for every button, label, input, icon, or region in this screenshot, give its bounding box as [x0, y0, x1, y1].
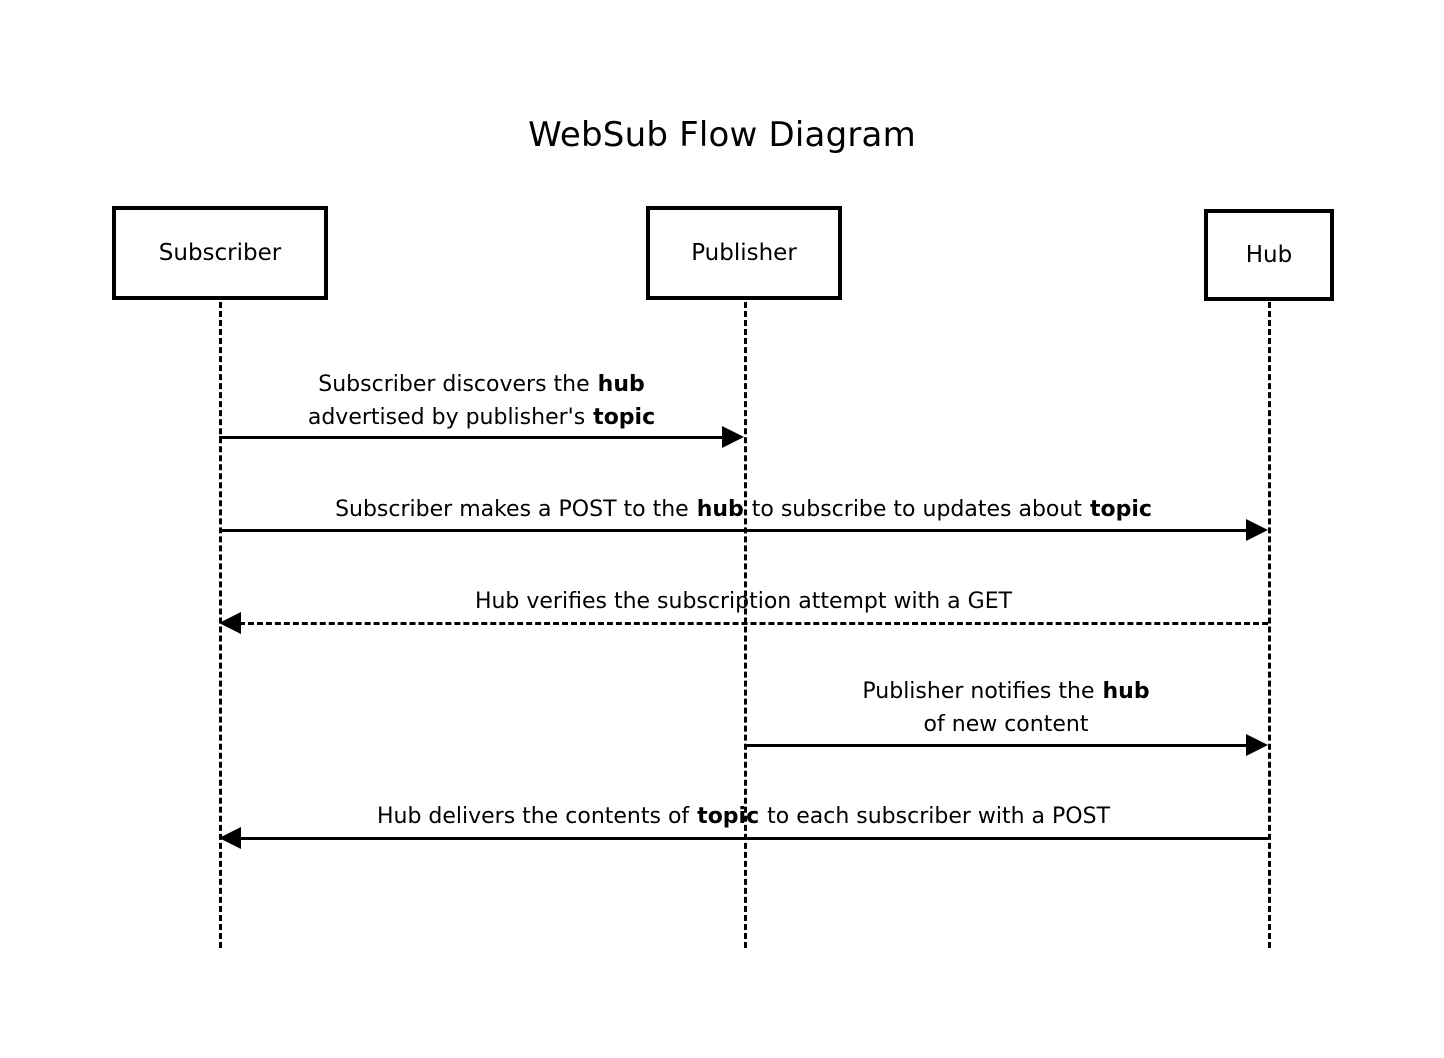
message-m1-line2-pre: advertised by publisher's [307, 405, 586, 430]
actor-label-subscriber: Subscriber [158, 240, 282, 266]
actor-box-publisher [646, 206, 842, 300]
diagram-title: WebSub Flow Diagram [528, 115, 916, 155]
message-m5-bold: topic [697, 804, 760, 829]
message-m4-line1-bold: hub [1102, 679, 1150, 704]
message-arrowhead-m4 [1246, 734, 1268, 756]
message-line-m3 [239, 622, 1268, 625]
message-line-m2 [219, 529, 1248, 532]
message-arrowhead-m5 [219, 827, 241, 849]
message-line-m4 [744, 744, 1248, 747]
message-m1-line1-pre: Subscriber discovers the [318, 372, 590, 397]
message-m5-post: to each subscriber with a POST [767, 804, 1111, 829]
actor-box-subscriber [112, 206, 328, 300]
message-m5-pre: Hub delivers the contents of [376, 804, 690, 829]
message-label-m1 [219, 368, 744, 434]
message-m2-bold2: topic [1089, 497, 1152, 522]
message-m2-pre: Subscriber makes a POST to the [335, 497, 689, 522]
message-arrowhead-m1 [722, 426, 744, 448]
lifeline-hub [1268, 302, 1271, 948]
message-arrowhead-m2 [1246, 519, 1268, 541]
actor-label-publisher: Publisher [691, 240, 797, 266]
message-arrowhead-m3 [219, 612, 241, 634]
message-label-m2 [219, 493, 1268, 526]
message-line-m5 [239, 837, 1268, 840]
message-m2-bold: hub [696, 497, 744, 522]
message-m3-text: Hub verifies the subscription attempt with a GET [474, 589, 1013, 614]
message-label-m5 [219, 800, 1268, 833]
message-label-m3 [219, 585, 1268, 618]
message-line-m1 [219, 436, 724, 439]
message-m2-post: to subscribe to updates about [751, 497, 1082, 522]
actor-label-hub: Hub [1245, 242, 1293, 268]
lifeline-publisher [744, 302, 747, 948]
message-m4-line2: of new content [923, 712, 1089, 737]
message-m1-line1-bold: hub [597, 372, 645, 397]
message-m1-line2-bold: topic [593, 405, 656, 430]
message-m4-line1-pre: Publisher notifies the [862, 679, 1095, 704]
actor-box-hub [1204, 209, 1334, 301]
message-label-m4 [744, 675, 1268, 741]
